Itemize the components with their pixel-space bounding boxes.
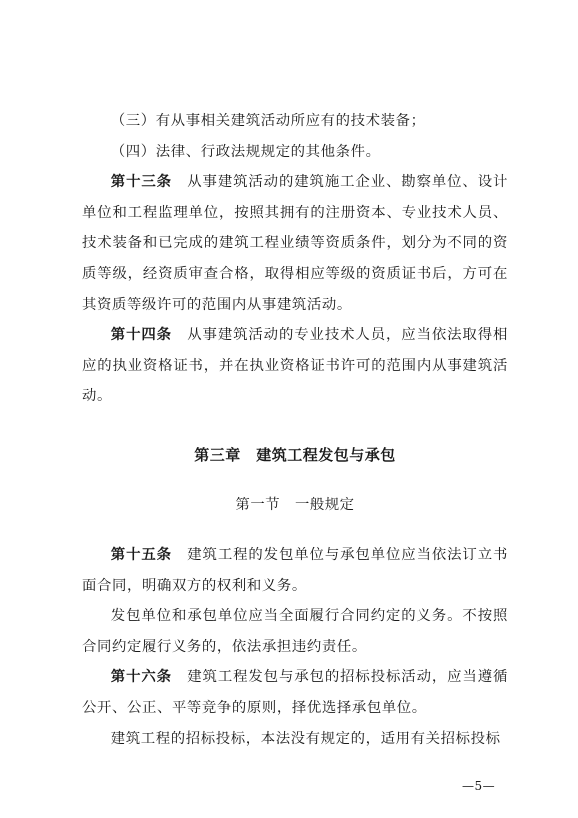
- page-number: —5—: [462, 779, 496, 793]
- paragraph-text: （四）法律、行政法规规定的其他条件。: [110, 143, 381, 160]
- article-13-lead: 第十三条: [110, 174, 172, 191]
- article-13-text: 从事建筑活动的建筑施工企业、勘察单位、设计单位和工程监理单位，按照其拥有的注册资本、专业技术人员、技术装备和已完成的建筑工程业绩等资质条件，划分为不同的资质等级，经资质审查合格，取得相应等级的资质证书后，方可在其资质等级许可的范围内从事建筑活动。: [82, 174, 508, 313]
- paragraph-text: 发包单位和承包单位应当全面履行合同约定的义务。不按照合同约定履行义务的，依法承担违约责任。: [82, 608, 508, 655]
- paragraph-item-3: [82, 106, 508, 137]
- article-15-text: 建筑工程的发包单位与承包单位应当依法订立书面合同，明确双方的权利和义务。: [82, 546, 508, 594]
- article-14: [82, 320, 508, 412]
- article-14-lead: 第十四条: [110, 327, 172, 344]
- article-16-paragraph-2: [82, 724, 508, 755]
- body-text: [82, 106, 508, 754]
- article-14-text: 从事建筑活动的专业技术人员，应当依法取得相应的执业资格证书，并在执业资格证书许可的范围内从事建筑活动。: [82, 327, 508, 405]
- paragraph-text: 建筑工程的招标投标，本法没有规定的，适用有关招标投标: [110, 730, 501, 747]
- article-13: [82, 167, 508, 320]
- paragraph-item-4: [82, 137, 508, 168]
- paragraph-text: （三）有从事相关建筑活动所应有的技术装备；: [110, 113, 426, 129]
- article-16: [82, 662, 508, 723]
- article-15-paragraph-2: [82, 601, 508, 662]
- section-title: 第一节 一般规定: [235, 496, 355, 513]
- article-15: [82, 540, 508, 601]
- chapter-title: 第三章 建筑工程发包与承包: [194, 445, 396, 464]
- article-16-text: 建筑工程发包与承包的招标投标活动，应当遵循公开、公正、平等竞争的原则，择优选择承包单位。: [82, 669, 508, 716]
- article-16-lead: 第十六条: [110, 669, 172, 686]
- article-15-lead: 第十五条: [110, 546, 172, 563]
